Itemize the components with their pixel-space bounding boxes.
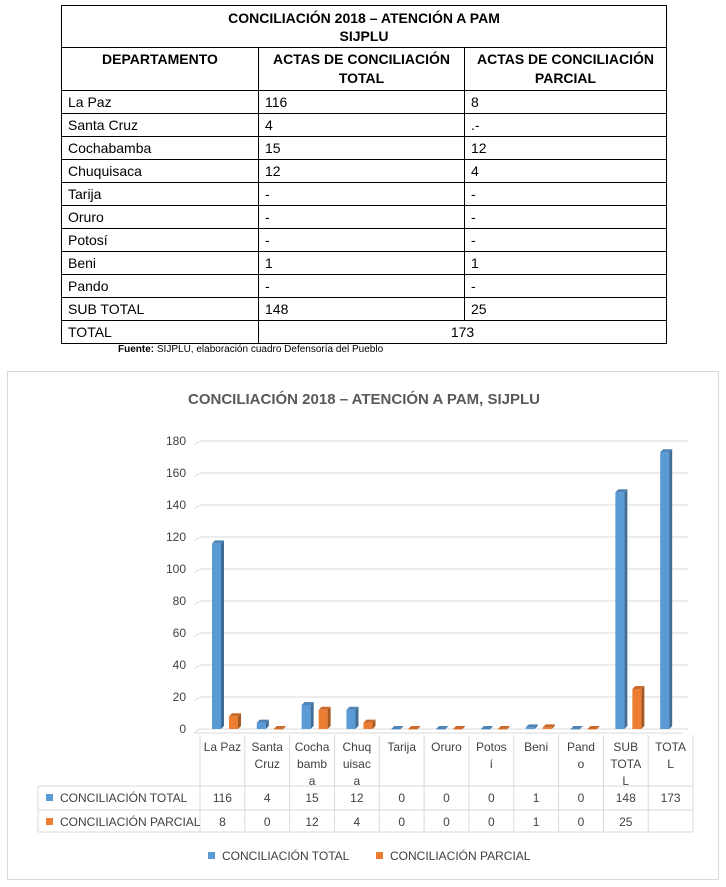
gridline-perspective xyxy=(194,729,200,733)
row-actas-total: - xyxy=(259,275,465,298)
bar-side xyxy=(355,707,358,729)
row-departamento: Beni xyxy=(62,252,259,275)
bar-total xyxy=(436,729,445,730)
y-tick-label: 20 xyxy=(172,690,186,704)
row-departamento: Chuquisaca xyxy=(62,160,259,183)
chart-title: CONCILIACIÓN 2018 – ATENCIÓN A PAM, SIJPLU xyxy=(188,391,540,408)
y-tick-label: 80 xyxy=(172,594,186,608)
category-label: Pand xyxy=(566,740,595,754)
y-tick-label: 60 xyxy=(172,626,186,640)
row-actas-parcial: 12 xyxy=(465,137,667,160)
gridline-perspective xyxy=(194,665,200,669)
category-label: Cruz xyxy=(254,757,280,771)
data-table-value: 8 xyxy=(219,815,226,829)
legend-label: CONCILIACIÓN PARCIAL xyxy=(390,849,531,863)
gridline-perspective xyxy=(194,569,200,573)
y-tick-label: 140 xyxy=(165,498,186,512)
row-departamento: Potosí xyxy=(62,229,259,252)
row-departamento: Pando xyxy=(62,275,259,298)
row-actas-parcial: - xyxy=(465,275,667,298)
source-label: Fuente: xyxy=(118,344,155,355)
y-tick-label: 0 xyxy=(179,722,186,736)
bar-total xyxy=(526,727,535,729)
bar-total xyxy=(615,492,624,729)
row-actas-total: 15 xyxy=(259,137,465,160)
source-text: SIJPLU, elaboración cuadro Defensoría del Pueblo xyxy=(154,344,384,355)
data-table-value: 0 xyxy=(487,815,495,829)
data-table-value: 0 xyxy=(398,815,406,829)
row-departamento: Oruro xyxy=(62,206,259,229)
legend-key-parcial xyxy=(46,818,53,825)
gridline-perspective xyxy=(194,473,200,477)
y-tick-label: 180 xyxy=(165,434,186,448)
category-label: SUB xyxy=(613,740,639,754)
data-table-value: 15 xyxy=(305,791,319,805)
table-title-line2: SIJPLU xyxy=(339,28,389,44)
legend-swatch-parcial xyxy=(376,852,383,859)
category-label: L xyxy=(622,774,630,788)
table-row xyxy=(62,137,667,160)
gridline-perspective xyxy=(194,633,200,637)
data-table-value: 1 xyxy=(532,815,540,829)
table-row xyxy=(62,183,667,206)
header-actas-total: ACTAS DE CONCILIACIÓN TOTAL xyxy=(259,48,465,91)
bar-side xyxy=(221,540,224,729)
data-table-value: 0 xyxy=(398,791,406,805)
bar-parcial xyxy=(319,710,328,729)
bar-parcial xyxy=(363,723,372,729)
data-table-value: 4 xyxy=(353,815,361,829)
gridline-perspective xyxy=(194,505,200,509)
chart-frame xyxy=(7,371,719,880)
y-tick-label: 100 xyxy=(165,562,186,576)
bar-parcial xyxy=(408,729,417,730)
table-body xyxy=(62,91,667,321)
bar-chart xyxy=(8,372,720,881)
total-value: 173 xyxy=(259,321,667,344)
table-title xyxy=(62,6,667,48)
row-departamento: Cochabamba xyxy=(62,137,259,160)
row-actas-total: 4 xyxy=(259,114,465,137)
category-label: TOTA xyxy=(655,740,687,754)
bar-side xyxy=(669,449,672,729)
table-header-row xyxy=(62,48,667,91)
data-table-value: 0 xyxy=(263,815,271,829)
table-title-line1: CONCILIACIÓN 2018 – ATENCIÓN A PAM xyxy=(228,10,500,26)
gridline-perspective xyxy=(194,537,200,541)
row-actas-parcial: 1 xyxy=(465,252,667,275)
row-actas-total: 148 xyxy=(259,298,465,321)
bar-total xyxy=(391,729,400,730)
data-table-value: 12 xyxy=(305,815,319,829)
category-label: Santa xyxy=(251,740,283,754)
data-table-value: 12 xyxy=(350,791,364,805)
y-tick-label: 120 xyxy=(165,530,186,544)
table-row xyxy=(62,229,667,252)
table-row xyxy=(62,252,667,275)
bar-parcial xyxy=(453,729,462,730)
category-label: Oruro xyxy=(431,740,462,754)
bar-total xyxy=(212,543,221,729)
row-actas-parcial: 25 xyxy=(465,298,667,321)
series-name: CONCILIACIÓN TOTAL xyxy=(60,791,188,805)
category-label: Cocha xyxy=(294,740,330,754)
bar-total xyxy=(302,705,311,729)
category-label: L xyxy=(667,757,674,771)
data-table-value: 0 xyxy=(577,815,585,829)
data-table-value: 116 xyxy=(212,791,232,805)
row-actas-parcial: - xyxy=(465,229,667,252)
data-table-value: 1 xyxy=(532,791,540,805)
bar-side xyxy=(328,707,331,729)
legend-label: CONCILIACIÓN TOTAL xyxy=(222,849,350,863)
category-label: bamb xyxy=(297,757,328,771)
conciliation-table xyxy=(61,5,667,344)
table-row xyxy=(62,114,667,137)
gridline-perspective xyxy=(194,441,200,445)
category-label: a xyxy=(353,774,361,788)
data-table-value: 0 xyxy=(443,791,450,805)
row-actas-parcial: - xyxy=(465,183,667,206)
category-label: La Paz xyxy=(203,740,242,754)
table-row xyxy=(62,160,667,183)
table-row xyxy=(62,206,667,229)
category-label: o xyxy=(577,757,585,771)
data-table-value: 4 xyxy=(263,791,271,805)
category-label: Beni xyxy=(524,740,549,754)
row-departamento: Tarija xyxy=(62,183,259,206)
bar-side xyxy=(311,702,314,729)
row-actas-total: - xyxy=(259,229,465,252)
header-actas-parcial: ACTAS DE CONCILIACIÓN PARCIAL xyxy=(465,48,667,91)
row-departamento: SUB TOTAL xyxy=(62,298,259,321)
bar-total xyxy=(346,710,355,729)
row-actas-total: - xyxy=(259,206,465,229)
bar-parcial xyxy=(632,689,641,729)
data-table-value: 0 xyxy=(487,791,495,805)
category-label: í xyxy=(489,757,493,771)
data-table-value: 25 xyxy=(619,815,633,829)
data-table-value: 173 xyxy=(660,791,681,805)
category-label: Chuq xyxy=(342,740,372,754)
series-name: CONCILIACIÓN PARCIAL xyxy=(60,815,201,829)
table-total-row xyxy=(62,321,667,344)
row-actas-parcial: 4 xyxy=(465,160,667,183)
bar-side xyxy=(624,489,627,729)
row-actas-parcial: - xyxy=(465,206,667,229)
data-table-value: 0 xyxy=(443,815,450,829)
table-row xyxy=(62,91,667,114)
bar-parcial xyxy=(229,716,238,729)
bar-side xyxy=(641,686,644,729)
row-actas-parcial: 8 xyxy=(465,91,667,114)
data-table-value: 0 xyxy=(577,791,585,805)
bar-total xyxy=(571,729,580,730)
category-label: a xyxy=(308,774,316,788)
row-actas-total: 12 xyxy=(259,160,465,183)
bar-parcial xyxy=(498,729,507,730)
data-table-value: 148 xyxy=(615,791,636,805)
total-label: TOTAL xyxy=(62,321,259,344)
table-row xyxy=(62,298,667,321)
row-departamento: Santa Cruz xyxy=(62,114,259,137)
category-label: TOTA xyxy=(610,757,642,771)
table-row xyxy=(62,275,667,298)
bar-parcial xyxy=(274,729,283,730)
legend-swatch-total xyxy=(208,852,215,859)
bar-parcial xyxy=(588,729,597,730)
source-note xyxy=(118,344,383,355)
category-label: Tarija xyxy=(387,740,417,754)
gridline-perspective xyxy=(194,697,200,701)
row-departamento: La Paz xyxy=(62,91,259,114)
bar-parcial xyxy=(543,727,552,729)
y-tick-label: 160 xyxy=(165,466,186,480)
category-label: uisac xyxy=(342,757,371,771)
table-title-row xyxy=(62,6,667,48)
bar-total xyxy=(660,452,669,729)
category-label: Potos xyxy=(475,740,507,754)
row-actas-parcial: .- xyxy=(465,114,667,137)
y-tick-label: 40 xyxy=(172,658,186,672)
header-departamento: DEPARTAMENTO xyxy=(62,48,259,91)
row-actas-total: - xyxy=(259,183,465,206)
row-actas-total: 1 xyxy=(259,252,465,275)
gridline-perspective xyxy=(194,601,200,605)
bar-total xyxy=(257,723,266,729)
bar-total xyxy=(481,729,490,730)
row-actas-total: 116 xyxy=(259,91,465,114)
legend-key-total xyxy=(46,794,53,801)
